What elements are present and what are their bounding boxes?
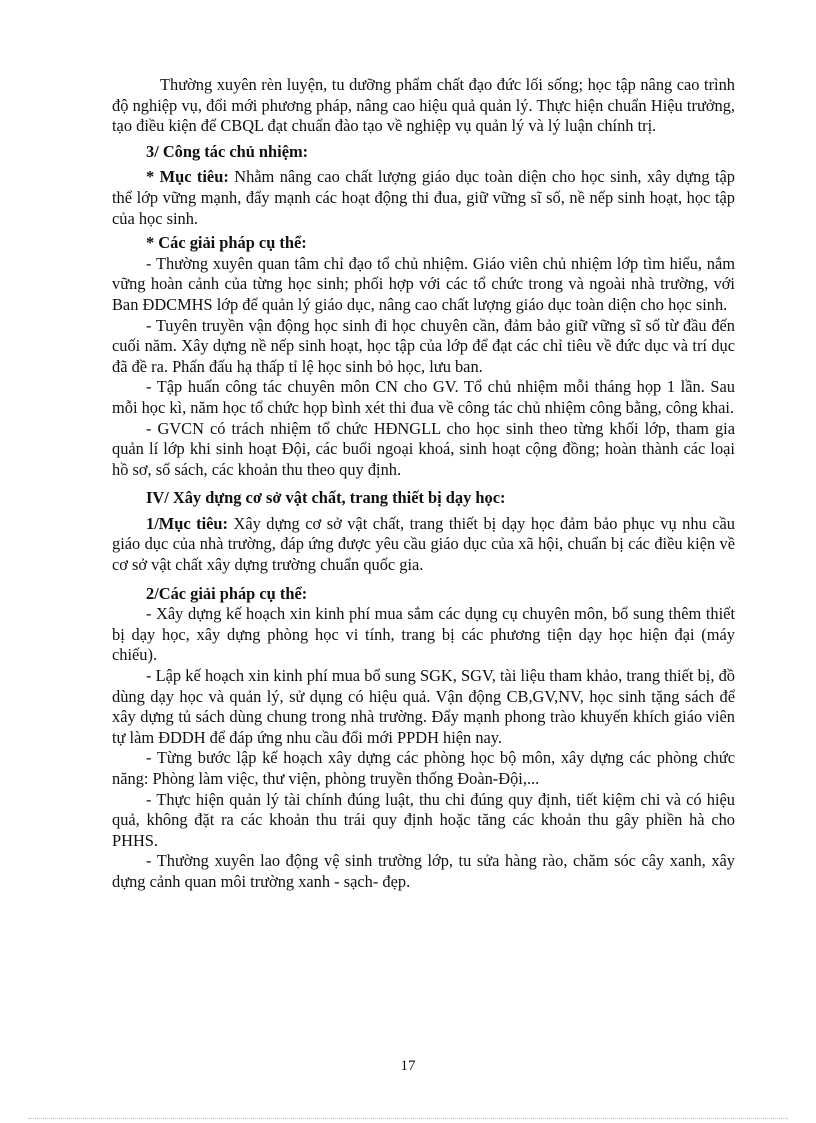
list-item: - Từng bước lập kế hoạch xây dựng các phòng học bộ môn, xây dựng các phòng chức năng: Phòng làm việc, thư viện, phòng truyền thống Đoàn-Đội,... bbox=[112, 748, 735, 788]
label-giai-phap: * Các giải pháp cụ thể: bbox=[146, 233, 307, 253]
text-muc-tieu-1: Xây dựng cơ sở vật chất, trang thiết bị dạy học đảm bảo phục vụ nhu cầu giáo dục của nhà trường, đáp ứng được yêu cầu giáo dục của xã hội, chuẩn bị các điều kiện về cơ sở vật chất xây dựng trường chuẩn quốc gia. bbox=[112, 513, 735, 575]
paragraph-muc-tieu-1 bbox=[112, 514, 735, 576]
list-item: - GVCN có trách nhiệm tổ chức HĐNGLL cho học sinh theo từng khối lớp, tham gia quản lí lớp khi sinh hoạt Đội, các buổi ngoại khoá, sinh hoạt cộng đồng; hoàn thành các loại hồ sơ, sổ sách, các khoản thu theo quy định. bbox=[112, 418, 735, 479]
text-muc-tieu: Nhằm nâng cao chất lượng giáo dục toàn diện cho học sinh, xây dựng tập thể lớp vững mạnh, đẩy mạnh các hoạt động thi đua, giữ vững sĩ số, nề nếp sinh hoạt, học tập của học sinh. bbox=[112, 167, 735, 228]
label-muc-tieu: * Mục tiêu: bbox=[146, 167, 229, 187]
list-item: - Lập kế hoạch xin kinh phí mua bổ sung SGK, SGV, tài liệu tham khảo, trang thiết bị, đồ dùng dạy học và quản lý, sử dụng có hiệu quả. Vận động CB,GV,NV, học sinh tặng sách để xây dựng tủ sách dùng chung trong nhà trường. Đẩy mạnh phong trào khuyến khích giáo viên tự làm ĐDDH để đáp ứng nhu cầu đổi mới PPDH hiện nay. bbox=[112, 666, 735, 747]
list-item: - Thường xuyên lao động vệ sinh trường lớp, tu sửa hàng rào, chăm sóc cây xanh, xây dựng cảnh quan môi trường xanh - sạch- đẹp. bbox=[112, 851, 735, 891]
list-item: - Tuyên truyền vận động học sinh đi học chuyên cần, đảm bảo giữ vững sĩ số từ đầu đến cuối năm. Xây dựng nề nếp sinh hoạt, học tập của lớp để đạt các chỉ tiêu về đức dục và trí dục đã đề ra. Phấn đấu hạ thấp tỉ lệ học sinh bỏ học, lưu ban. bbox=[112, 315, 735, 376]
list-item: - Thường xuyên quan tâm chỉ đạo tổ chủ nhiệm. Giáo viên chủ nhiệm lớp tìm hiểu, nắm vững hoàn cảnh của từng học sinh; phối hợp với các tổ chức trong và ngoài nhà trường, với Ban ĐDCMHS lớp để quản lý giáo dục, nâng cao chất lượng giáo dục toàn diện cho học sinh. bbox=[112, 253, 735, 314]
list-item: - Thực hiện quản lý tài chính đúng luật, thu chi đúng quy định, tiết kiệm chi và có hiệu quả, không đặt ra các khoản thu trái quy định hoặc tăng các khoản thu gây phiền hà cho PHHS. bbox=[112, 789, 735, 850]
paragraph-muc-tieu bbox=[112, 167, 735, 229]
paragraph-intro: Thường xuyên rèn luyện, tu dưỡng phẩm chất đạo đức lối sống; học tập nâng cao trình độ nghiệp vụ, đổi mới phương pháp, nâng cao hiệu quả quản lý. Thực hiện chuẩn Hiệu trưởng, tạo điều kiện để CBQL đạt chuẩn đào tạo về nghiệp vụ quản lý và lý luận chính trị. bbox=[112, 75, 735, 136]
page-bottom-divider bbox=[28, 1118, 788, 1119]
heading-cong-tac-chu-nhiem: 3/ Công tác chủ nhiệm: bbox=[146, 141, 309, 161]
page-content bbox=[112, 75, 735, 893]
list-item: - Tập huấn công tác chuyên môn CN cho GV. Tổ chủ nhiệm mỗi tháng họp 1 lần. Sau mỗi học kì, năm học tổ chức họp bình xét thi đua về công tác chủ nhiệm công bằng, công khai. bbox=[112, 377, 735, 417]
heading-co-so-vat-chat: IV/ Xây dựng cơ sở vật chất, trang thiết bị dạy học: bbox=[146, 488, 506, 508]
page-number: 17 bbox=[400, 1058, 416, 1074]
label-muc-tieu-1: 1/Mục tiêu: bbox=[146, 513, 228, 533]
list-item: - Xây dựng kế hoạch xin kinh phí mua sắm các dụng cụ chuyên môn, bổ sung thêm thiết bị dạy học, xây dựng phòng học vi tính, trang bị các phương tiện dạy học hiện đại (máy chiếu). bbox=[112, 604, 735, 665]
label-giai-phap-2: 2/Các giải pháp cụ thể: bbox=[146, 583, 308, 603]
